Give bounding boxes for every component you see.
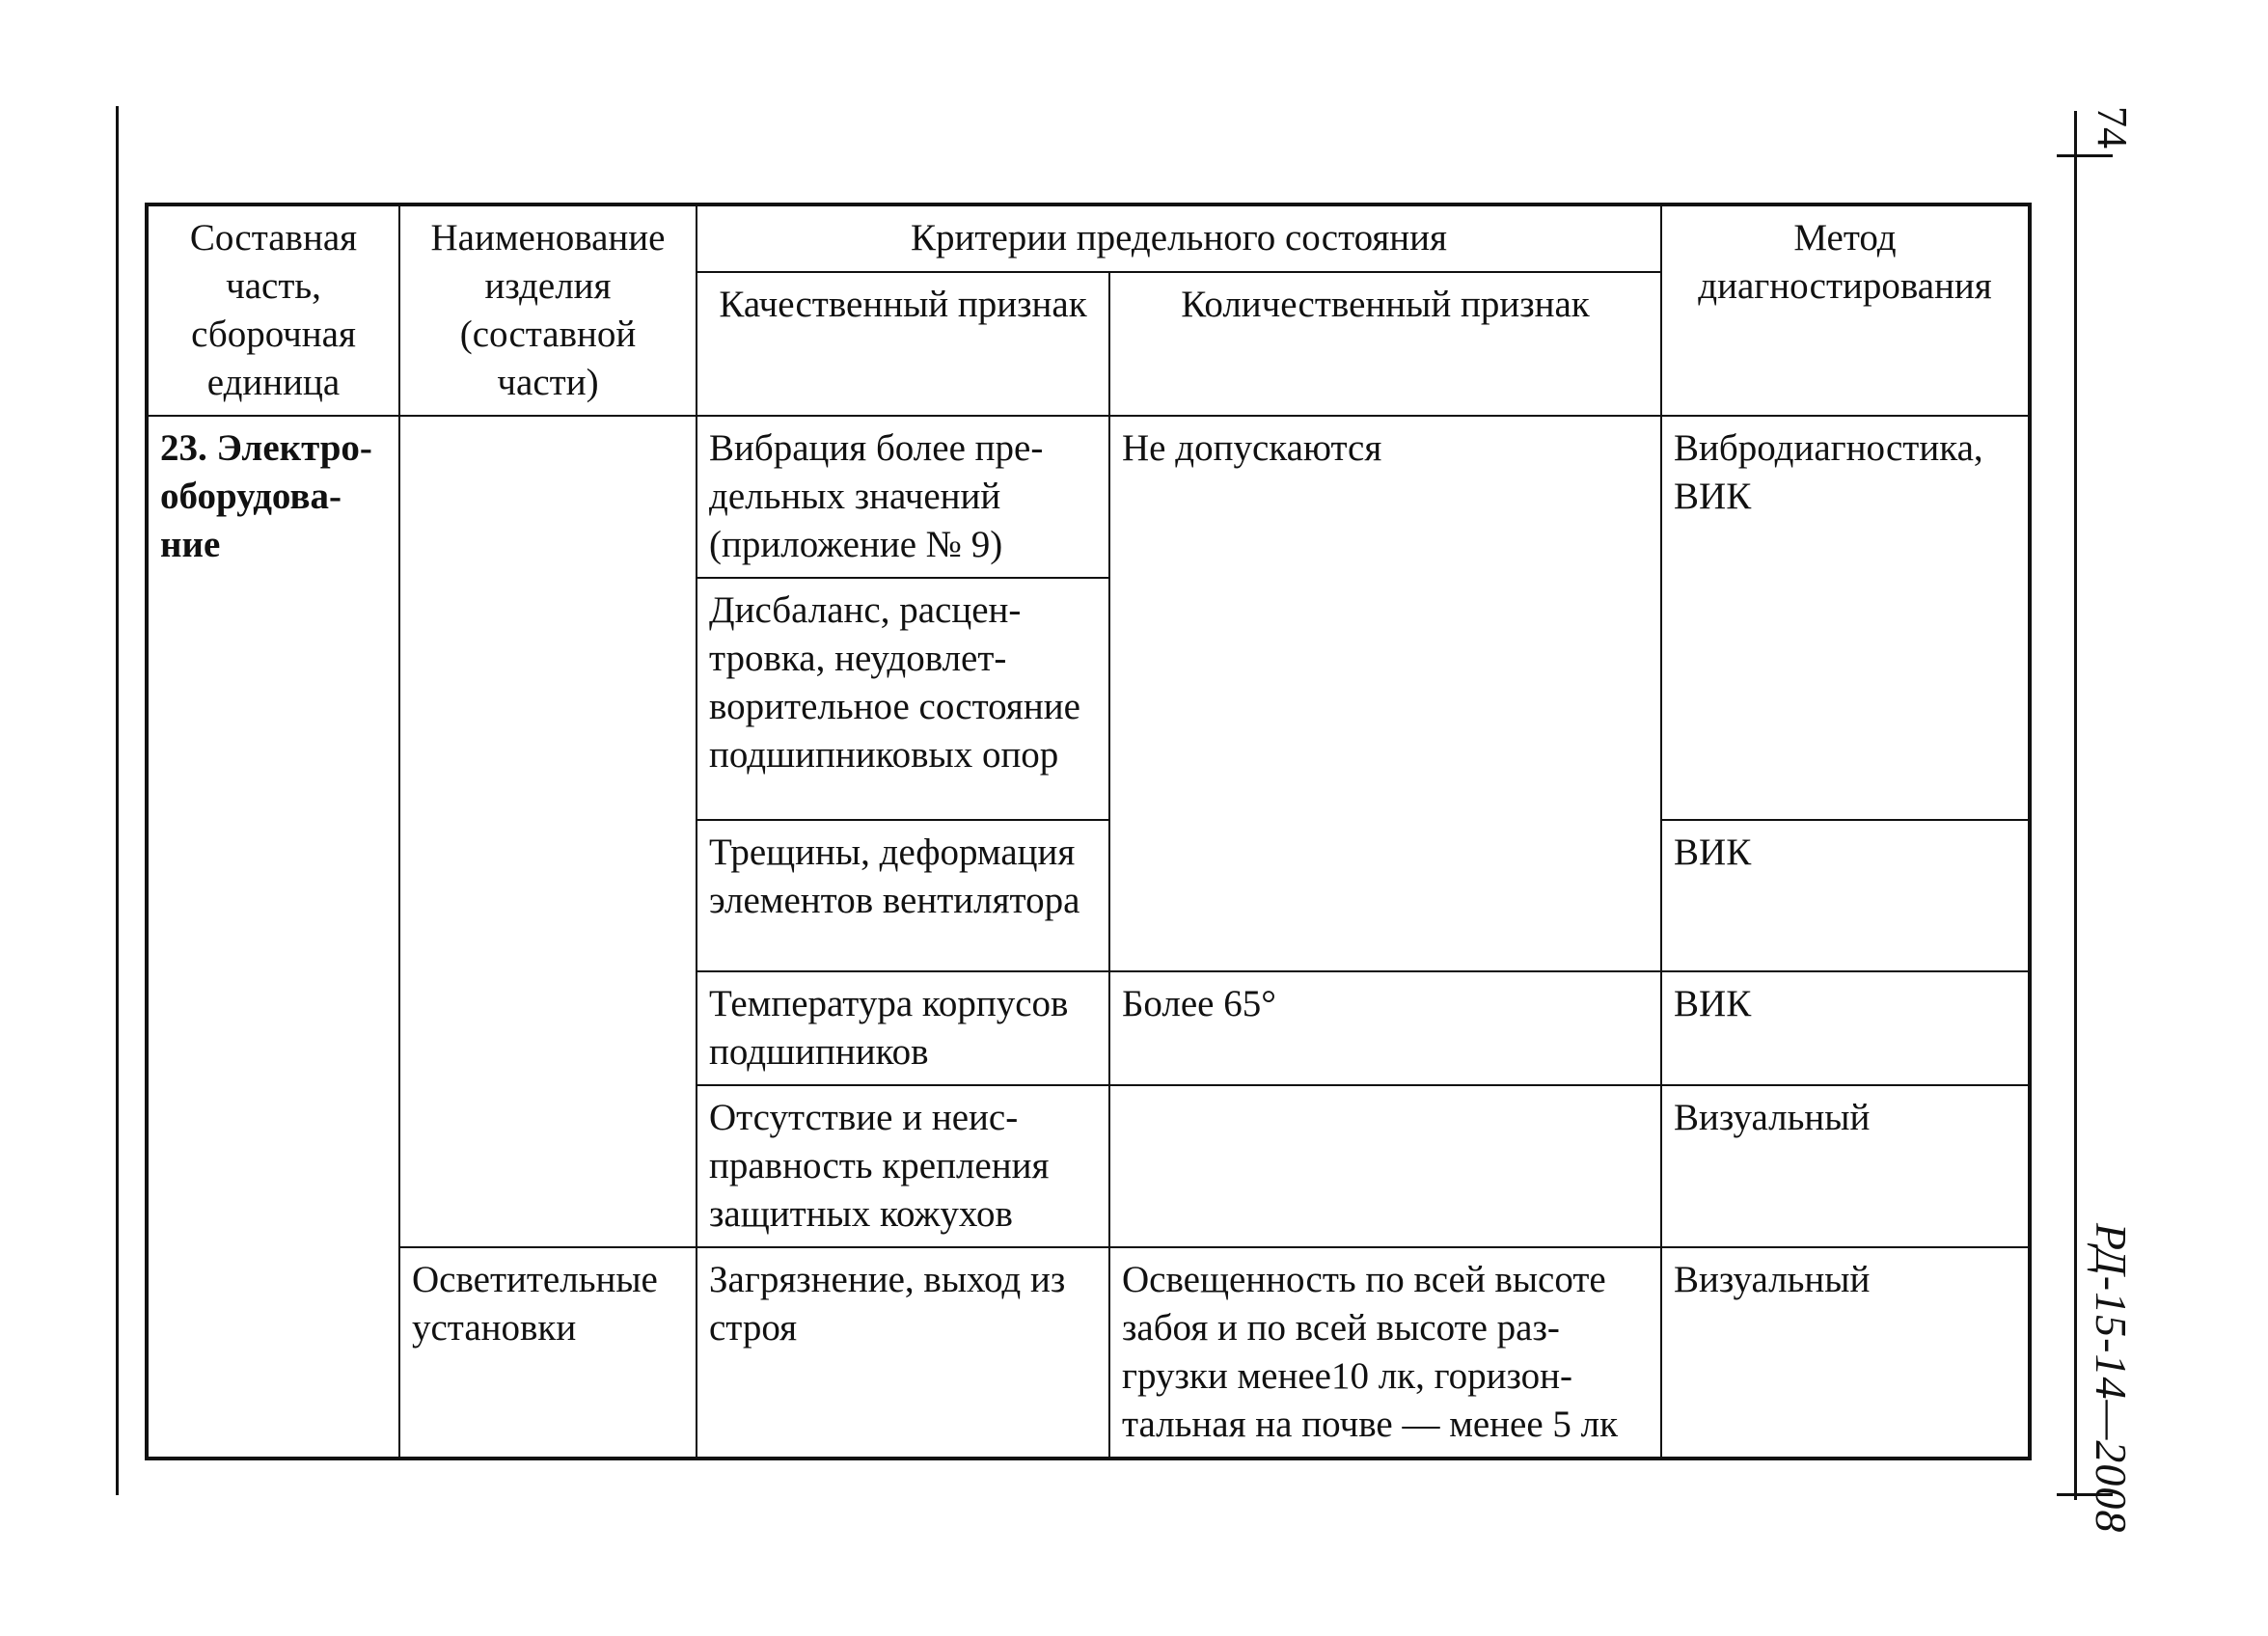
header-method: Метод диагностирования — [1661, 204, 2030, 416]
left-margin-rule — [116, 106, 119, 1495]
table-row — [147, 1247, 2030, 1459]
quantitative-cell: Освещенность по всей высоте забоя и по всей высоте разгрузки менее10 лк, горизонтальная на почве — менее 5 лк — [1109, 1247, 1661, 1459]
qualitative-cell: Трещины, деформация элементов вентилятора — [697, 820, 1109, 971]
qualitative-cell: Отсутствие и неисправность крепления защитных кожухов — [697, 1085, 1109, 1247]
criteria-table — [145, 203, 2032, 1460]
method-shared-cell-1: Вибродиагностика, ВИК — [1661, 416, 2030, 820]
method-cell: Визуальный — [1661, 1085, 2030, 1247]
section-title: 23. Электрооборудование — [147, 416, 399, 1459]
qualitative-cell: Дисбаланс, расцентровка, неудовлетворительное состояние подшипниковых опор — [697, 578, 1109, 820]
header-quantitative: Количественный признак — [1109, 272, 1661, 416]
method-cell: Визуальный — [1661, 1247, 2030, 1459]
method-shared-cell-2: ВИК — [1661, 820, 2030, 971]
item-name-empty — [399, 416, 697, 1247]
table-row — [147, 416, 2030, 578]
header-component: Составная часть, сборочная единица — [147, 204, 399, 416]
document-code: РД-15-14—2008 — [2087, 1223, 2136, 1534]
quantitative-cell: Более 65° — [1109, 971, 1661, 1085]
header-item-name: Наименование изделия (составной части) — [399, 204, 697, 416]
right-rule-tick-top — [2057, 154, 2113, 157]
quantitative-shared-cell: Не допускаются — [1109, 416, 1661, 971]
method-cell: ВИК — [1661, 971, 2030, 1085]
qualitative-cell: Вибрация более предельных значений (приложение № 9) — [697, 416, 1109, 578]
table-header-row-1 — [147, 204, 2030, 272]
header-criteria-group: Критерии предельного состояния — [697, 204, 1661, 272]
header-qualitative: Качественный признак — [697, 272, 1109, 416]
qualitative-cell: Загрязнение, выход из строя — [697, 1247, 1109, 1459]
qualitative-cell: Температура корпусов подшипников — [697, 971, 1109, 1085]
page-number: 74 — [2089, 106, 2136, 149]
right-margin-rule — [2074, 111, 2077, 1500]
quantitative-cell — [1109, 1085, 1661, 1247]
item-name-cell: Осветительные установки — [399, 1247, 697, 1459]
